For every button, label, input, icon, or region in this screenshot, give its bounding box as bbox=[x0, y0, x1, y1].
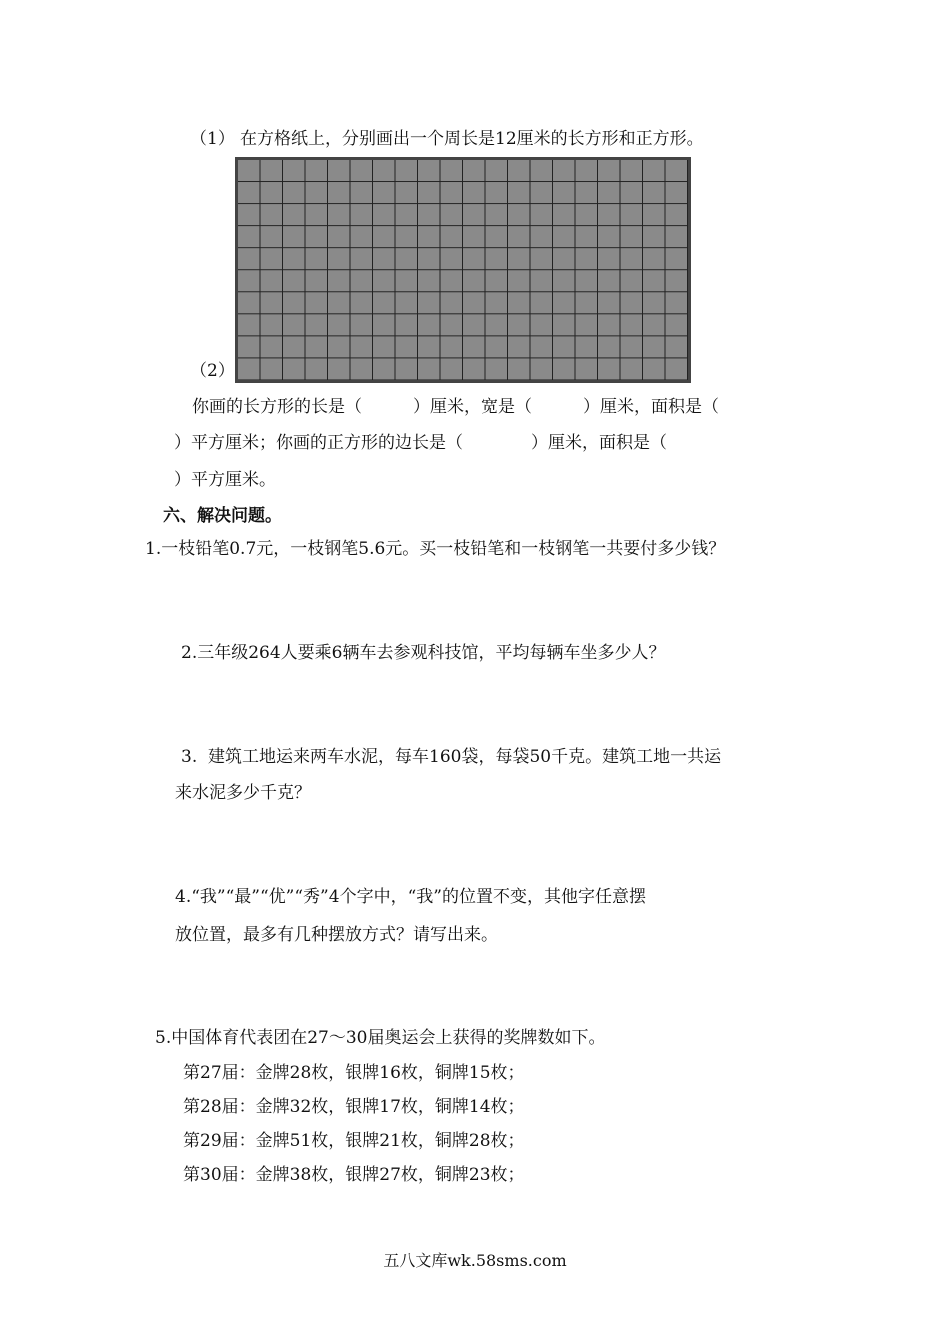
problem-5-intro: 5.中国体育代表团在27～30届奥运会上获得的奖牌数如下。 bbox=[155, 1028, 606, 1048]
problem-4-line-1: 4.“我”“最”“优”“秀”4个字中，“我”的位置不变，其他字任意摆 bbox=[175, 887, 646, 907]
grid-paper[interactable] bbox=[235, 157, 691, 383]
question-1-text: 在方格纸上，分别画出一个周长是12厘米的长方形和正方形。 bbox=[240, 129, 704, 149]
question-2-line-1: 你画的长方形的长是（ ）厘米，宽是（ ）厘米，面积是（ bbox=[192, 397, 719, 417]
question-2-line-2: ）平方厘米；你画的正方形的边长是（ ）厘米，面积是（ bbox=[174, 433, 667, 453]
problem-5-row: 第29届：金牌51枚，银牌21枚，铜牌28枚； bbox=[183, 1131, 525, 1151]
section-title: 六、解决问题。 bbox=[163, 506, 282, 526]
problem-1: 1.一枝铅笔0.7元，一枝钢笔5.6元。买一枝铅笔和一枝钢笔一共要付多少钱？ bbox=[145, 539, 726, 559]
problem-5-row: 第30届：金牌38枚，银牌27枚，铜牌23枚； bbox=[183, 1165, 525, 1185]
problem-2: 2.三年级264人要乘6辆车去参观科技馆，平均每辆车坐多少人？ bbox=[181, 643, 666, 663]
question-2-line-3: ）平方厘米。 bbox=[174, 470, 276, 490]
problem-5-row: 第28届：金牌32枚，银牌17枚，铜牌14枚； bbox=[183, 1097, 525, 1117]
question-1-label: （1） bbox=[190, 129, 235, 149]
problem-4-line-2: 放位置，最多有几种摆放方式？请写出来。 bbox=[175, 925, 498, 945]
problem-5-row: 第27届：金牌28枚，银牌16枚，铜牌15枚； bbox=[183, 1063, 525, 1083]
problem-3-line-2: 来水泥多少千克？ bbox=[175, 783, 311, 803]
footer-source: 五八文库wk.58sms.com bbox=[383, 1251, 567, 1270]
question-2-label: （2） bbox=[190, 361, 235, 381]
problem-3-line-1: 3. 建筑工地运来两车水泥，每车160袋，每袋50千克。建筑工地一共运 bbox=[181, 747, 722, 767]
